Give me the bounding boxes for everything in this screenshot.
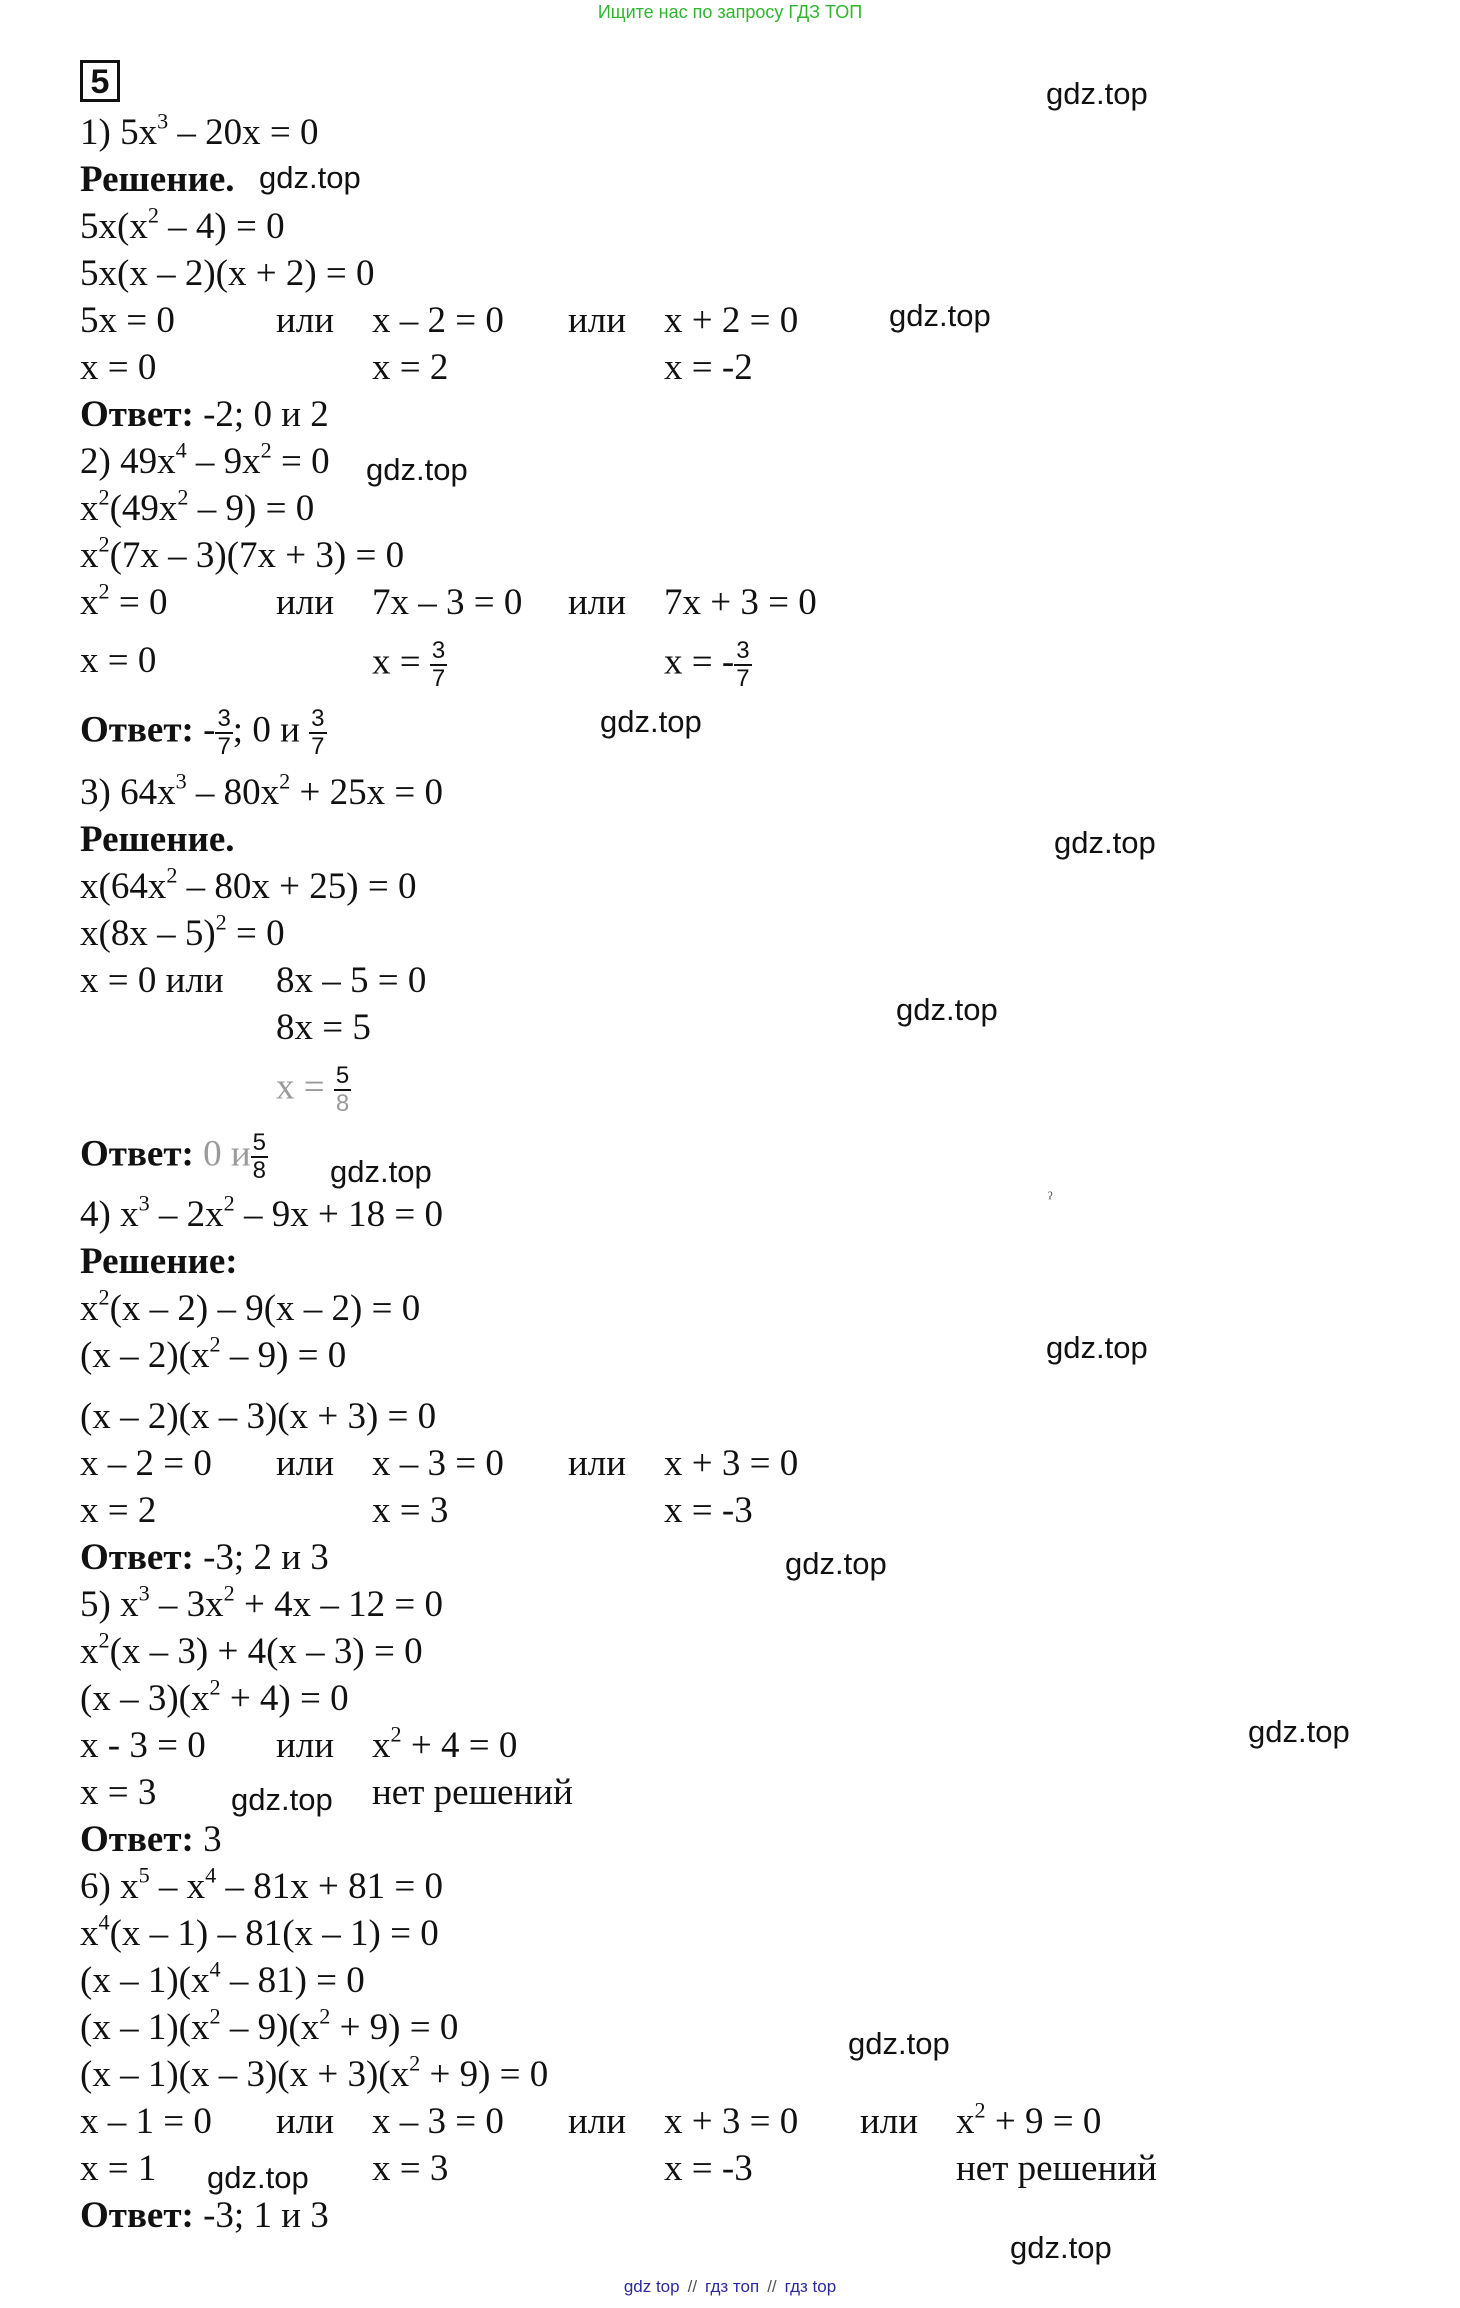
p2-case-1: $x^2 = 0$ (80, 578, 168, 623)
p2-step-1: $x^2(49x^2 - 9) = 0$ (80, 484, 315, 529)
answer-label: Ответ: (80, 709, 194, 751)
p2-root-2-text: x = (372, 641, 430, 683)
p4-case-1: x – 2 = 0 (80, 1443, 212, 1484)
p1-case-3: x + 2 = 0 (664, 300, 799, 341)
p6-case-4: $x^2 + 9 = 0$ (956, 2097, 1102, 2142)
or-word: или (276, 1443, 335, 1484)
denominator: 7 (217, 733, 231, 760)
or-word: или (860, 2101, 919, 2142)
p4-root-1: x = 2 (80, 1490, 157, 1531)
p6-root-1: x = 1 (80, 2148, 157, 2189)
fraction-5-8 (334, 1063, 351, 1117)
p2-root-2 (372, 638, 447, 692)
p1-root-1: x = 0 (80, 347, 157, 388)
p5-case-1: x - 3 = 0 (80, 1725, 206, 1766)
p4-answer (80, 1535, 329, 1581)
p6-step-4: $(x - 1)(x - 3)(x + 3)(x^2 + 9) = 0$ (80, 2050, 549, 2095)
p1-case-2: x – 2 = 0 (372, 300, 504, 341)
search-hint-link[interactable]: Ищите нас по запросу ГДЗ ТОП (597, 2, 863, 22)
p5-step-1: $x^2(x - 3) + 4(x - 3) = 0$ (80, 1627, 423, 1672)
p1-answer (80, 392, 329, 438)
watermark: gdz.top (207, 2160, 309, 2195)
p3-step-3: 8x = 5 (276, 1007, 371, 1048)
watermark: gdz.top (896, 992, 998, 1027)
or-word: или (568, 2101, 627, 2142)
p3-step-4 (276, 1063, 351, 1117)
watermark: gdz.top (330, 1154, 432, 1189)
numerator: 3 (311, 705, 325, 732)
p6-step-2: $(x - 1)(x^4 - 81) = 0$ (80, 1956, 365, 2001)
denominator: 8 (252, 1157, 267, 1184)
answer-label: Ответ: (80, 2195, 194, 2236)
numerator: 5 (252, 1129, 267, 1156)
p6-answer (80, 2193, 329, 2239)
p1-answer-value: -2; 0 и 2 (203, 394, 329, 435)
p5-no-solutions: нет решений (372, 1772, 573, 1813)
p4-step-3: (x – 2)(x – 3)(x + 3) = 0 (80, 1396, 437, 1437)
watermark: gdz.top (848, 2026, 950, 2061)
footer-separator: // (767, 2277, 777, 2296)
p6-step-3: $(x - 1)(x^2 - 9)(x^2 + 9) = 0$ (80, 2003, 459, 2048)
p6-step-1: $x^4(x - 1) - 81(x - 1) = 0$ (80, 1909, 439, 1954)
footer-link-1[interactable]: gdz top (623, 2277, 680, 2296)
or-word: или (568, 300, 627, 341)
watermark: gdz.top (1046, 1330, 1148, 1365)
answer-label: Ответ: (80, 1537, 194, 1578)
p2-root-3-text: x = - (664, 641, 735, 683)
denominator: 8 (335, 1090, 350, 1117)
p5-equation: 5) $x^3 - 3x^2 + 4x - 12 = 0$ (80, 1580, 443, 1625)
p6-equation: 6) $x^5 - x^4 - 81x + 81 = 0$ (80, 1862, 443, 1907)
p1-solution-label: Решение. (80, 159, 235, 200)
p2-case-3: 7x + 3 = 0 (664, 582, 817, 623)
p4-root-2: x = 3 (372, 1490, 449, 1531)
p2-root-3 (664, 638, 752, 692)
p1-root-3: x = -2 (664, 347, 753, 388)
p1-step-1: $5x(x^2 - 4) = 0$ (80, 202, 285, 247)
watermark: gdz.top (600, 704, 702, 739)
p2-root-1: x = 0 (80, 640, 157, 681)
numerator: 5 (335, 1062, 350, 1089)
numerator: 3 (431, 637, 446, 664)
p2-equation: 2) $49x^4 - 9x^2 = 0$ (80, 437, 330, 482)
watermark: gdz.top (1054, 825, 1156, 860)
p2-step-2: $x^2(7x - 3)(7x + 3) = 0$ (80, 531, 405, 576)
p4-case-3: x + 3 = 0 (664, 1443, 799, 1484)
footer-link-3[interactable]: гдз top (784, 2277, 837, 2296)
p6-case-2: x – 3 = 0 (372, 2101, 504, 2142)
watermark: gdz.top (366, 452, 468, 487)
watermark: gdz.top (785, 1546, 887, 1581)
numerator: 3 (217, 705, 231, 732)
p2-answer-minus: - (203, 709, 216, 751)
p5-root-1: x = 3 (80, 1772, 157, 1813)
or-word: или (276, 2101, 335, 2142)
or-word: или (276, 1725, 335, 1766)
denominator: 7 (311, 733, 325, 760)
p3-case-2: 8x – 5 = 0 (276, 960, 427, 1001)
p2-answer-text: ; 0 и (232, 709, 300, 751)
answer-label: Ответ: (80, 1133, 194, 1175)
watermark: gdz.top (259, 160, 361, 195)
numerator: 3 (736, 637, 750, 664)
p4-answer-value: -3; 2 и 3 (203, 1537, 329, 1578)
fraction-5-8 (251, 1130, 268, 1184)
p3-answer-value: 0 и (203, 1133, 251, 1175)
or-word: или (276, 300, 335, 341)
watermark: gdz.top (231, 1782, 333, 1817)
p3-step-4-text: x = (276, 1066, 334, 1108)
answer-label: Ответ: (80, 1819, 194, 1860)
footer-separator: // (687, 2277, 698, 2296)
p2-answer (80, 706, 327, 760)
or-word: или (276, 582, 335, 623)
p4-root-3: x = -3 (664, 1490, 753, 1531)
p4-solution-label: Решение: (80, 1241, 238, 1282)
p4-case-2: x – 3 = 0 (372, 1443, 504, 1484)
p3-case-1: x = 0 или (80, 960, 224, 1001)
answer-label: Ответ: (80, 394, 194, 435)
p2-case-2: 7x – 3 = 0 (372, 582, 523, 623)
p3-step-2: x(8x – 5)$^2$ = 0 (80, 909, 285, 954)
p1-equation: 1) $5x^3 - 20x = 0$ (80, 108, 319, 153)
stray-mark: ˀ (1048, 1188, 1053, 1208)
p4-step-1: $x^2(x - 2) - 9(x - 2) = 0$ (80, 1284, 421, 1329)
p5-case-2: $x^2 + 4 = 0$ (372, 1721, 518, 1766)
watermark: gdz.top (889, 298, 991, 333)
p1-root-2: x = 2 (372, 347, 449, 388)
watermark: gdz.top (1046, 76, 1148, 111)
task-number: 5 (80, 60, 120, 102)
p5-answer-value: 3 (203, 1819, 222, 1860)
p5-answer (80, 1817, 222, 1863)
fraction-3-7 (215, 706, 232, 760)
p5-step-2: $(x - 3)(x^2 + 4) = 0$ (80, 1674, 349, 1719)
footer-link-2[interactable]: гдз топ (705, 2277, 760, 2296)
p3-answer (80, 1130, 268, 1184)
p3-solution-label: Решение. (80, 819, 235, 860)
or-word: или (568, 582, 627, 623)
fraction-3-7 (309, 706, 326, 760)
watermark: gdz.top (1248, 1714, 1350, 1749)
footer-links (0, 2277, 1460, 2297)
p6-case-3: x + 3 = 0 (664, 2101, 799, 2142)
watermark: gdz.top (1010, 2230, 1112, 2265)
p6-root-2: x = 3 (372, 2148, 449, 2189)
p6-no-solutions: нет решений (956, 2148, 1157, 2189)
denominator: 7 (736, 665, 750, 692)
p4-equation: 4) $x^3 - 2x^2 - 9x + 18 = 0$ (80, 1190, 443, 1235)
p6-root-3: x = -3 (664, 2148, 753, 2189)
denominator: 7 (431, 665, 446, 692)
p1-step-2: 5x(x – 2)(x + 2) = 0 (80, 253, 375, 294)
p6-answer-value: -3; 1 и 3 (203, 2195, 329, 2236)
p3-equation: 3) $64x^3 - 80x^2 + 25x = 0$ (80, 768, 443, 813)
fraction-3-7 (734, 638, 751, 692)
p1-case-1: 5x = 0 (80, 300, 175, 341)
p6-case-1: x – 1 = 0 (80, 2101, 212, 2142)
fraction-3-7 (430, 638, 447, 692)
or-word: или (568, 1443, 627, 1484)
p4-step-2: $(x - 2)(x^2 - 9) = 0$ (80, 1331, 347, 1376)
p3-step-1: $x(64x^2 - 80x + 25) = 0$ (80, 862, 417, 907)
